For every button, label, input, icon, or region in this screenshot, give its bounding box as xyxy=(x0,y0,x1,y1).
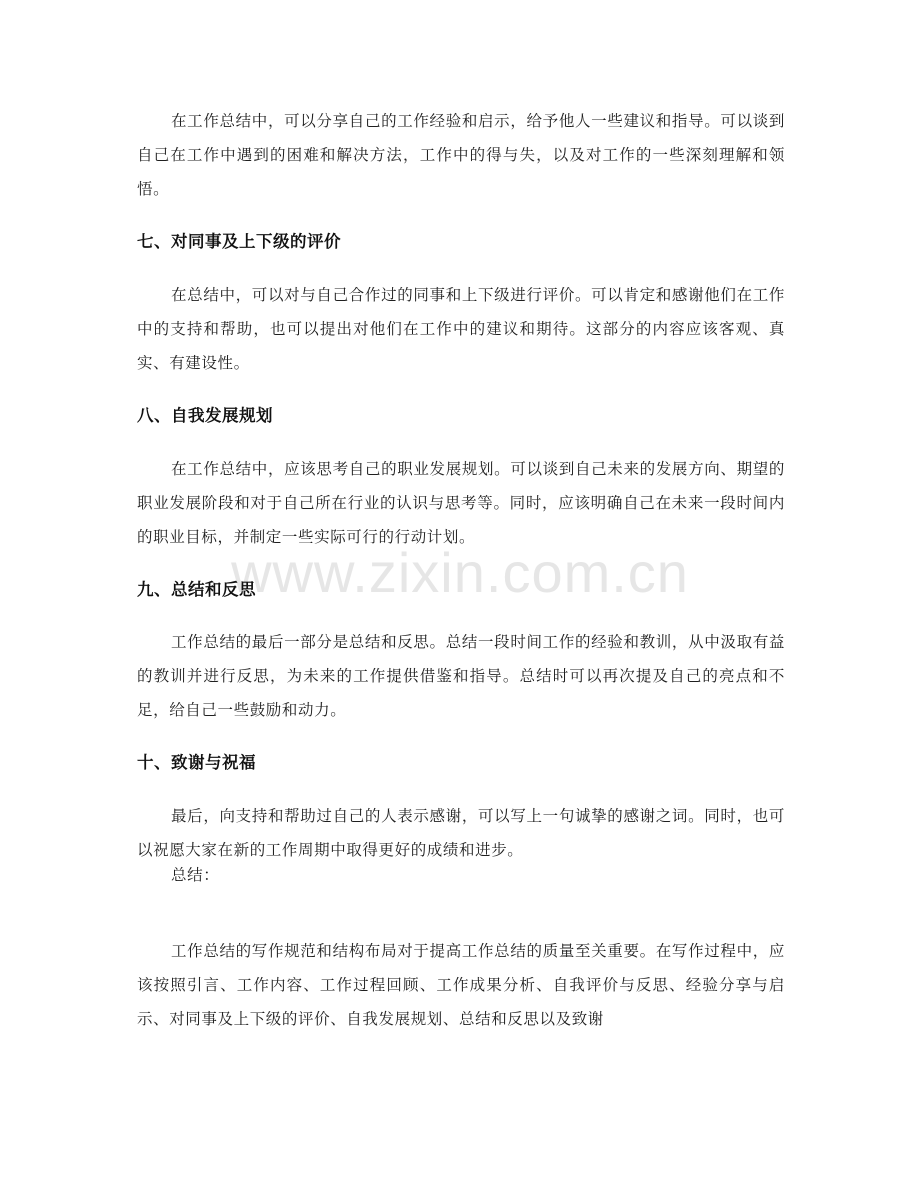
section-paragraph-7: 在总结中，可以对与自己合作过的同事和上下级进行评价。可以肯定和感谢他们在工作中的支持和帮助，也可以提出对他们在工作中的建议和期待。这部分的内容应该客观、真实、有建设性。 xyxy=(137,286,785,372)
section-paragraph-10: 最后，向支持和帮助过自己的人表示感谢，可以写上一句诚挚的感谢之词。同时，也可以祝愿大家在新的工作周期中取得更好的成绩和进步。 xyxy=(137,807,785,859)
section-heading-10: 十、致谢与祝福 xyxy=(137,753,256,772)
section-heading-7: 七、对同事及上下级的评价 xyxy=(137,232,341,251)
summary-paragraph: 工作总结的写作规范和结构布局对于提高工作总结的质量至关重要。在写作过程中，应该按照引言、工作内容、工作过程回顾、工作成果分析、自我评价与反思、经验分享与启示、对同事及上下级的评价、自我发展规划、总结和反思以及致谢 xyxy=(137,942,785,1028)
watermark: www.zixin.com.cn xyxy=(231,541,689,604)
section-paragraph-9: 工作总结的最后一部分是总结和反思。总结一段时间工作的经验和教训，从中汲取有益的教训并进行反思，为未来的工作提供借鉴和指导。总结时可以再次提及自己的亮点和不足，给自己一些鼓励和动力。 xyxy=(137,633,785,719)
intro-paragraph: 在工作总结中，可以分享自己的工作经验和启示，给予他人一些建议和指导。可以谈到自己在工作中遇到的困难和解决方法，工作中的得与失，以及对工作的一些深刻理解和领悟。 xyxy=(137,112,785,198)
section-heading-9: 九、总结和反思 xyxy=(137,580,256,599)
section-heading-8: 八、自我发展规划 xyxy=(137,406,273,425)
section-paragraph-8: 在工作总结中，应该思考自己的职业发展规划。可以谈到自己未来的发展方向、期望的职业发展阶段和对于自己所在行业的认识与思考等。同时，应该明确自己在未来一段时间内的职业目标，并制定一些实际可行的行动计划。 xyxy=(137,460,785,546)
summary-label: 总结： xyxy=(171,866,220,884)
